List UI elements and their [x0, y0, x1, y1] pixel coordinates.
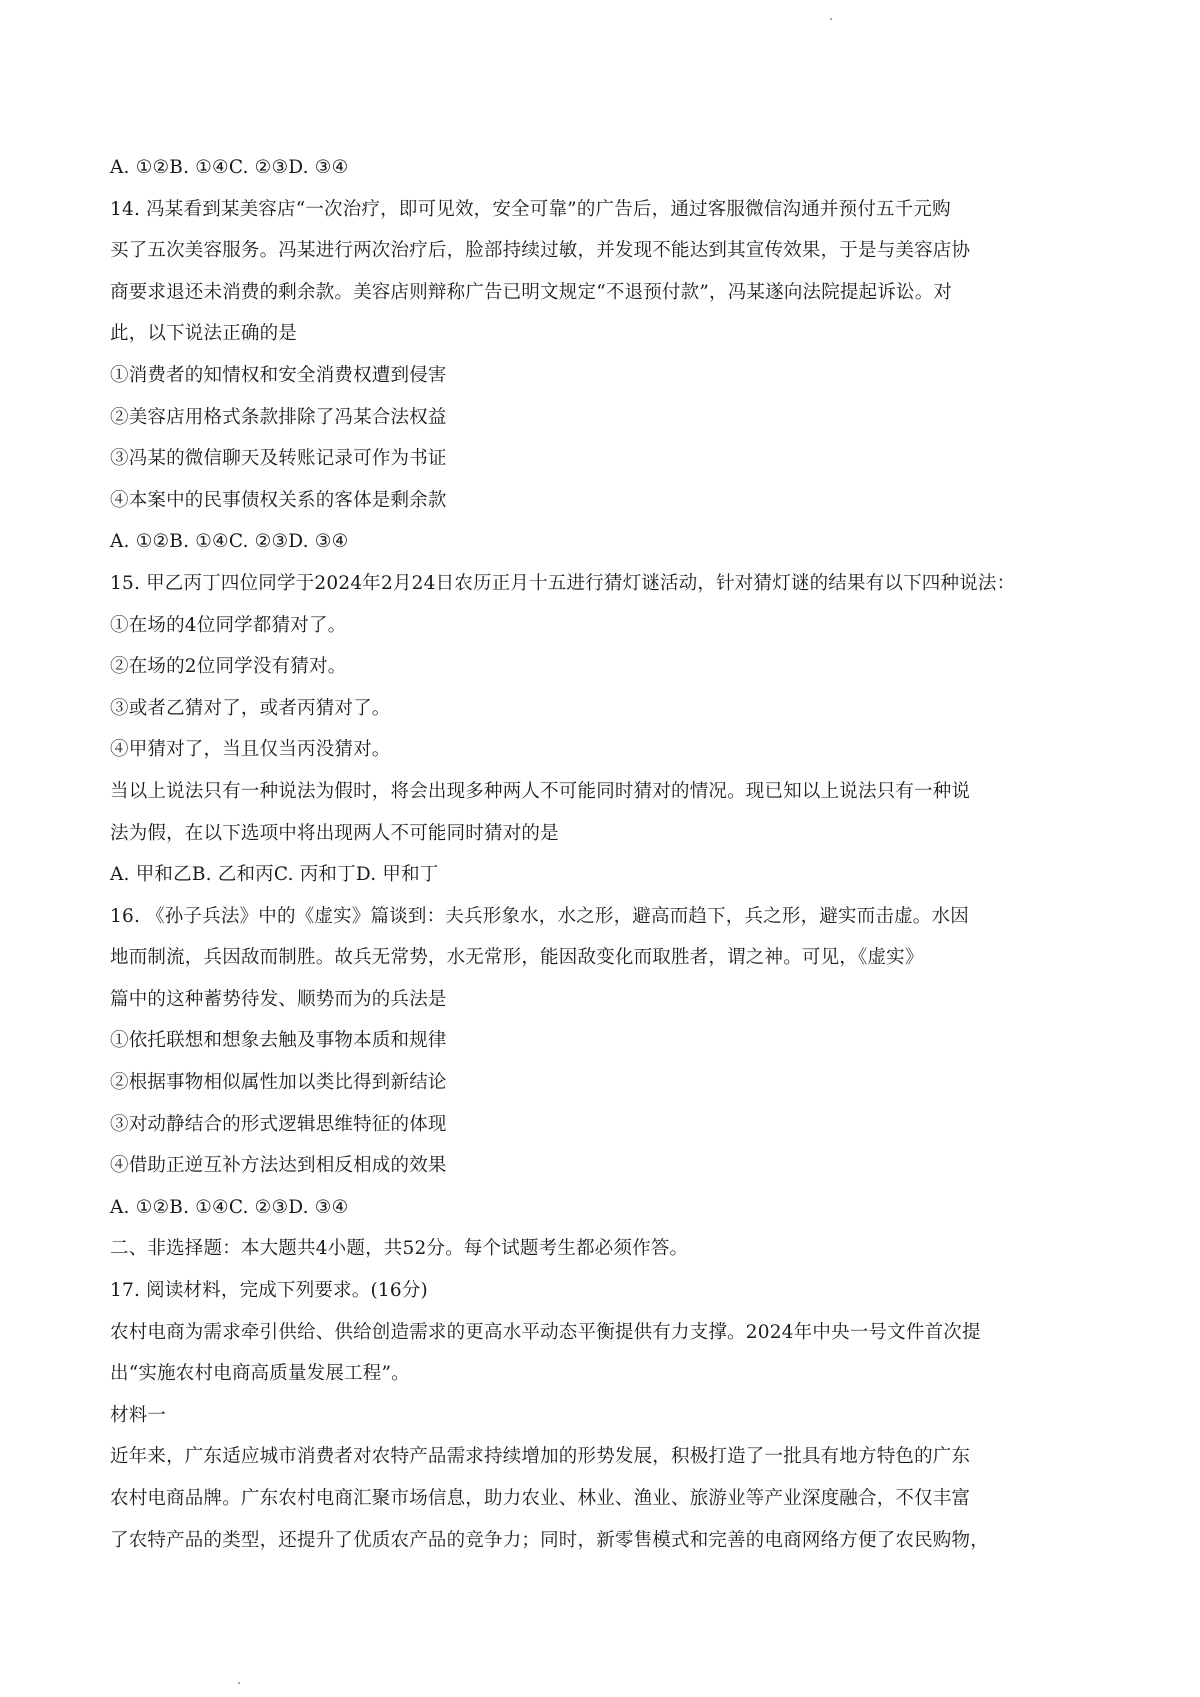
q13-options: A. ①②B. ①④C. ②③D. ③④ [110, 157, 349, 178]
q16-options: A. ①②B. ①④C. ②③D. ③④ [110, 1196, 349, 1218]
q15-statement-4: ④甲猜对了，当且仅当丙没猜对。 [110, 739, 391, 761]
q15-statement-1: ①在场的4位同学都猜对了。 [110, 614, 347, 636]
q14-options: A. ①②B. ①④C. ②③D. ③④ [110, 531, 349, 553]
q15-condition-line-1: 当以上说法只有一种说法为假时，将会出现多种两人不可能同时猜对的情况。现已知以上说法只有一种说 [110, 780, 971, 802]
scan-speck [238, 1682, 240, 1684]
q17-title: 17. 阅读材料，完成下列要求。(16分) [110, 1280, 428, 1302]
q15-statement-3: ③或者乙猜对了，或者丙猜对了。 [110, 697, 391, 719]
q17-intro-line-1: 农村电商为需求牵引供给、供给创造需求的更高水平动态平衡提供有力支撑。2024年中央一号文件首次提 [110, 1321, 981, 1343]
material-1-line-2: 农村电商品牌。广东农村电商汇聚市场信息，助力农业、林业、渔业、旅游业等产业深度融合，不仅丰富 [110, 1488, 971, 1509]
q14-stem-line-2: 买了五次美容服务。冯某进行两次治疗后，脸部持续过敏，并发现不能达到其宣传效果，于是与美容店协 [110, 240, 971, 262]
material-1-line-1: 近年来，广东适应城市消费者对农特产品需求持续增加的形势发展，积极打造了一批具有地方特色的广东 [110, 1446, 971, 1468]
q16-stem-line-2: 地而制流，兵因敌而制胜。故兵无常势，水无常形，能因敌变化而取胜者，谓之神。可见，《虚实》 [110, 947, 924, 969]
q14-stem-line-4: 此，以下说法正确的是 [110, 323, 298, 345]
q14-stem-line-1: 14. 冯某看到某美容店“一次治疗，即可见效，安全可靠”的广告后，通过客服微信沟通并预付五千元购 [110, 198, 951, 220]
q14-statement-1: ①消费者的知情权和安全消费权遭到侵害 [110, 364, 447, 386]
q16-stem-line-3: 篇中的这种蓄势待发、顺势而为的兵法是 [110, 988, 447, 1010]
q16-statement-4: ④借助正逆互补方法达到相反相成的效果 [110, 1155, 447, 1177]
q15-options: A. 甲和乙B. 乙和丙C. 丙和丁D. 甲和丁 [110, 864, 439, 886]
document-body [110, 147, 1140, 1561]
q15-statement-2: ②在场的2位同学没有猜对。 [110, 656, 347, 678]
q16-stem-line-1: 16. 《孙子兵法》中的《虚实》篇谈到：夫兵形象水，水之形，避高而趋下，兵之形，避实而击虚。水因 [110, 905, 969, 927]
material-1-label: 材料一 [110, 1404, 167, 1426]
material-1-line-3: 了农特产品的类型，还提升了优质农产品的竞争力；同时，新零售模式和完善的电商网络方便了农民购物， [110, 1529, 989, 1551]
q15-condition-line-2: 法为假，在以下选项中将出现两人不可能同时猜对的是 [110, 822, 559, 844]
q14-statement-3: ③冯某的微信聊天及转账记录可作为书证 [110, 448, 447, 470]
q15-stem: 15. 甲乙丙丁四位同学于2024年2月24日农历正月十五进行猜灯谜活动，针对猜灯谜的结果有以下四种说法： [110, 572, 1016, 594]
q16-statement-3: ③对动静结合的形式逻辑思维特征的体现 [110, 1113, 447, 1135]
q14-statement-4: ④本案中的民事债权关系的客体是剩余款 [110, 489, 447, 511]
q16-statement-1: ①依托联想和想象去触及事物本质和规律 [110, 1030, 447, 1052]
scan-speck [830, 18, 832, 20]
q14-statement-2: ②美容店用格式条款排除了冯某合法权益 [110, 406, 447, 428]
section-2-heading: 二、非选择题：本大题共4小题，共52分。每个试题考生都必须作答。 [110, 1238, 689, 1260]
q17-intro-line-2: 出“实施农村电商高质量发展工程”。 [110, 1363, 410, 1385]
q14-stem-line-3: 商要求退还未消费的剩余款。美容店则辩称广告已明文规定“不退预付款”，冯某遂向法院提起诉讼。对 [110, 281, 953, 303]
q16-statement-2: ②根据事物相似属性加以类比得到新结论 [110, 1072, 447, 1094]
